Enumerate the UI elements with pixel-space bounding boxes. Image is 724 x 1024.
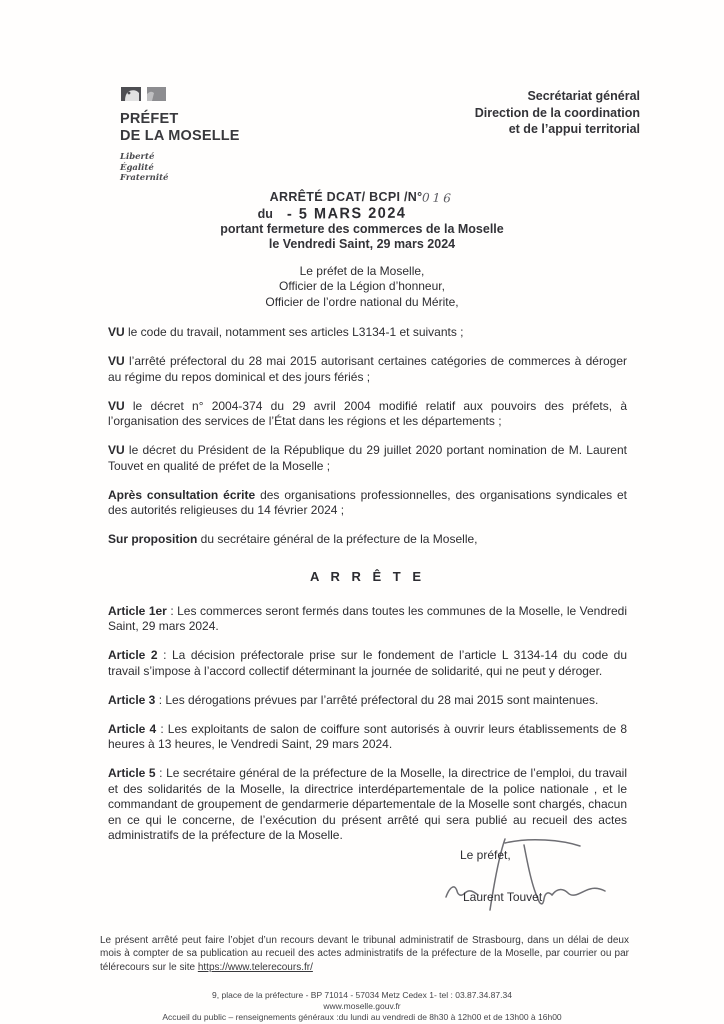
decree-reference bbox=[0, 190, 724, 204]
article-1-lead: Article 1er bbox=[108, 603, 167, 618]
vu-lead: VU bbox=[108, 443, 125, 457]
vu-paragraph-1 bbox=[108, 325, 627, 341]
decree-handwritten-number: 016 bbox=[422, 189, 455, 206]
vu-lead: VU bbox=[108, 354, 125, 368]
decree-reference-prefix: ARRÊTÉ DCAT/ BCPI /N° bbox=[269, 189, 423, 204]
appeal-notice bbox=[0, 934, 724, 975]
signature-name: Laurent Touvet bbox=[463, 889, 543, 904]
article-3-lead: Article 3 bbox=[108, 692, 156, 707]
motto-fraternite: Fraternité bbox=[120, 173, 169, 183]
republic-motto bbox=[120, 152, 240, 184]
vu-paragraph-2 bbox=[108, 354, 627, 385]
article-4-paragraph bbox=[108, 722, 627, 753]
vu-text: le décret n° 2004-374 du 29 avril 2004 modifié relatif aux pouvoirs des préfets, à l’organisation des services de l’État dans les régions et les départements ; bbox=[108, 398, 627, 428]
article-2-paragraph bbox=[108, 648, 627, 679]
decree-title-block bbox=[0, 190, 724, 253]
signature-block bbox=[430, 848, 650, 910]
vu-paragraph-4 bbox=[108, 443, 627, 474]
issuing-service-block bbox=[475, 85, 640, 138]
prefect-title-line2: Officier de la Légion d’honneur, bbox=[279, 279, 445, 293]
motto-egalite: Égalité bbox=[120, 162, 154, 173]
article-3-paragraph bbox=[108, 693, 627, 709]
prefecture-website: www.moselle.gouv.fr bbox=[323, 1001, 401, 1011]
proposition-paragraph bbox=[108, 532, 627, 548]
decree-subject-line1: portant fermeture des commerces de la Moselle bbox=[220, 221, 504, 236]
service-line3: et de l’appui territorial bbox=[508, 122, 640, 136]
vu-text: le code du travail, notamment ses articles L3134-1 et suivants ; bbox=[124, 325, 464, 339]
vu-text: le décret du Président de la République du 29 juillet 2020 portant nomination de M. Laurent Touvet en qualité de préfet de la Moselle ; bbox=[108, 443, 627, 473]
article-5-lead: Article 5 bbox=[108, 766, 156, 780]
logo-title-line1: PRÉFET bbox=[120, 111, 179, 127]
article-1-paragraph bbox=[108, 604, 627, 635]
article-4-text: : Les exploitants de salon de coiffure sont autorisés à ouvrir leurs établissements de 8 heures à 13 heures, le Vendredi Saint, 29 mars 2024. bbox=[108, 721, 628, 751]
vu-paragraph-3 bbox=[108, 399, 627, 430]
prefect-title-line1: Le préfet de la Moselle, bbox=[299, 263, 425, 278]
article-2-text: : La décision préfectorale prise sur le fondement de l’article L 3134-14 du code du travail s’impose à l’accord collectif déterminant la journée de solidarité, qui ne peut y déroger. bbox=[108, 648, 627, 678]
proposition-text: du secrétaire général de la préfecture de la Moselle, bbox=[197, 532, 478, 546]
arrete-heading: A R R Ê T E bbox=[309, 568, 426, 584]
prefecture-logo-block bbox=[120, 85, 240, 184]
article-5-text: : Le secrétaire général de la préfecture de la Moselle, la directrice de l’emploi, du travail et des solidarités de la Moselle, la directrice interdépartementale de la police nationale , et le commandant de groupement de gendarmerie départementale de la Moselle sont chargés, chacun en ce qui le concerne, de l’exécution du présent arrêté qui sera publié au recueil des actes administratifs de la préfecture de la Moselle. bbox=[108, 766, 628, 842]
vu-text: l’arrêté préfectoral du 28 mai 2015 autorisant certaines catégories de commerces à déroger au régime du repos dominical et des jours fériés ; bbox=[108, 354, 627, 384]
telerecours-link[interactable]: https://www.telerecours.fr/ bbox=[197, 961, 313, 973]
article-3-text: : Les dérogations prévues par l’arrêté préfectoral du 28 mai 2015 sont maintenues. bbox=[155, 692, 599, 707]
consultation-lead: Après consultation écrite bbox=[108, 487, 256, 502]
prefecture-contact-block bbox=[0, 990, 724, 1023]
decree-date-prefix: du bbox=[257, 206, 273, 221]
consultation-text: des organisations professionnelles, des organisations syndicales et des autorités religieuses du 14 février 2024 ; bbox=[108, 487, 627, 517]
document-header bbox=[0, 0, 724, 184]
article-2-lead: Article 2 bbox=[108, 648, 158, 662]
logo-title-line2: DE LA MOSELLE bbox=[120, 128, 240, 144]
prefect-title-line3: Officier de l’ordre national du Mérite, bbox=[265, 294, 459, 309]
decree-subject-line2: le Vendredi Saint, 29 mars 2024 bbox=[268, 237, 456, 251]
service-line1: Secrétariat général bbox=[527, 89, 640, 103]
consultation-paragraph bbox=[108, 488, 627, 519]
article-5-paragraph bbox=[108, 766, 627, 844]
article-4-lead: Article 4 bbox=[108, 721, 157, 736]
prefecture-address: 9, place de la préfecture - BP 71014 - 57034 Metz Cedex 1- tel : 03.87.34.87.34 bbox=[212, 990, 512, 1000]
appeal-notice-text: Le présent arrêté peut faire l’objet d’un recours devant le tribunal administratif de Strasbourg, dans un délai de deux mois à compter de sa publication au recueil des actes administratifs de la préfecture de la Moselle, par courrier ou par télérecours sur le site bbox=[100, 934, 629, 973]
signature-role: Le préfet, bbox=[460, 847, 511, 862]
proposition-lead: Sur proposition bbox=[108, 532, 198, 546]
marianne-logo-icon bbox=[120, 85, 240, 107]
vu-lead: VU bbox=[108, 398, 125, 413]
service-line2: Direction de la coordination bbox=[474, 105, 640, 120]
prefect-titles-block bbox=[0, 264, 724, 311]
vu-lead: VU bbox=[108, 325, 125, 339]
motto-liberte: Liberté bbox=[120, 152, 155, 162]
date-stamp: - 5 MARS 2024 bbox=[286, 204, 407, 223]
decree-date-line bbox=[0, 206, 724, 222]
decree-body bbox=[0, 310, 724, 844]
article-1-text: : Les commerces seront fermés dans toutes les communes de la Moselle, le Vendredi Saint, 29 mars 2024. bbox=[108, 603, 627, 633]
prefecture-hours: Accueil du public – renseignements généraux :du lundi au vendredi de 8h30 à 12h00 et de 13h00 à 16h00 bbox=[162, 1012, 562, 1022]
